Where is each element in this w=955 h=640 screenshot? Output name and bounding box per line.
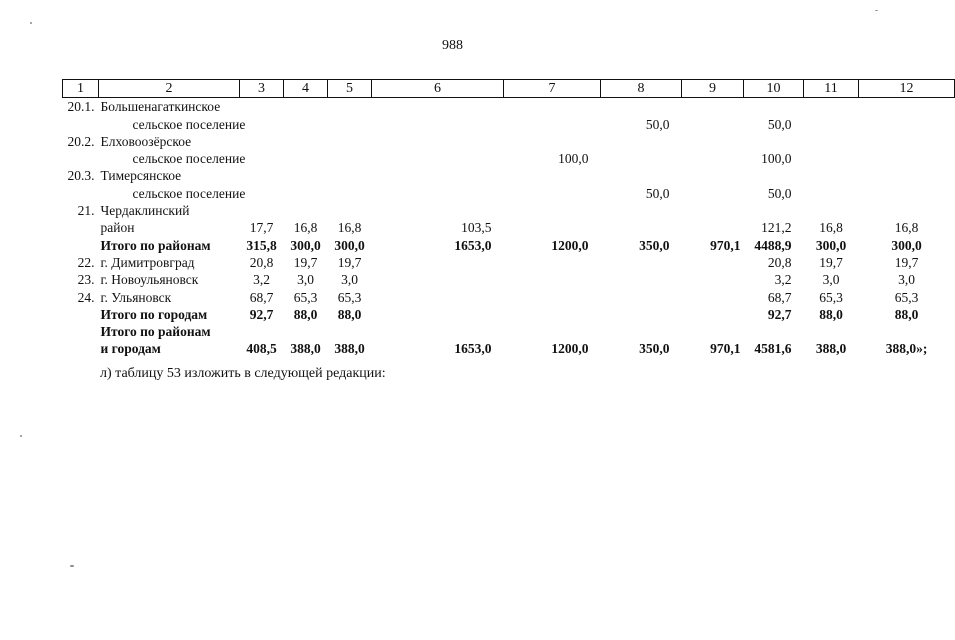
- cell-col-3: [240, 98, 284, 116]
- cell-col-6: 103,5: [461, 220, 492, 236]
- table-row: [63, 133, 955, 150]
- cell-col-8: [601, 219, 682, 236]
- cell-col-4: [284, 150, 328, 167]
- row-index: 22.: [77, 254, 95, 270]
- data-table: [62, 79, 928, 357]
- cell-col-7: [504, 271, 601, 288]
- row-index: [63, 219, 99, 236]
- cell-col-7: [504, 98, 601, 116]
- cell-col-9: [682, 306, 744, 323]
- cell-col-7: [504, 306, 601, 323]
- table-row: [63, 167, 955, 184]
- cell-col-6: 1653,0: [454, 237, 492, 253]
- cell-col-11: [804, 133, 859, 150]
- cell-col-5: [328, 133, 372, 150]
- cell-col-5: [328, 150, 372, 167]
- table-row: [63, 323, 955, 340]
- cell-col-10: [744, 202, 804, 219]
- cell-col-8: [601, 167, 682, 184]
- cell-col-12: [859, 133, 955, 150]
- header-cell-10: 10: [744, 80, 804, 98]
- scan-speck: [30, 22, 32, 24]
- row-index: [63, 323, 99, 340]
- row-index: [63, 115, 99, 132]
- row-name: Чердаклинский: [100, 203, 190, 219]
- cell-col-12: [859, 167, 955, 184]
- cell-col-3: [240, 115, 284, 132]
- cell-col-5: 19,7: [337, 254, 362, 270]
- cell-col-10: 121,2: [761, 220, 792, 236]
- cell-col-3: 68,7: [249, 289, 274, 305]
- cell-col-11: 388,0: [815, 341, 847, 357]
- table-row: [63, 288, 955, 305]
- cell-col-9: 970,1: [710, 341, 741, 357]
- row-index: [63, 236, 99, 253]
- cell-col-12: 65,3: [894, 289, 919, 305]
- table-row: [63, 184, 955, 201]
- cell-col-10: [744, 133, 804, 150]
- cell-col-4: 65,3: [293, 289, 318, 305]
- cell-col-5: 388,0: [334, 341, 365, 357]
- cell-col-9: [682, 288, 744, 305]
- cell-col-10: 4581,6: [754, 341, 792, 357]
- cell-col-8: [601, 288, 682, 305]
- header-cell-12: 12: [859, 80, 955, 98]
- cell-col-5: [328, 202, 372, 219]
- scan-speck: [875, 10, 878, 11]
- cell-col-4: [284, 98, 328, 116]
- scan-speck: [20, 435, 22, 437]
- cell-col-9: [682, 115, 744, 132]
- table-row: [63, 340, 955, 357]
- header-cell-4: 4: [284, 80, 328, 98]
- cell-col-8: 50,0: [645, 185, 670, 201]
- cell-col-6: [372, 98, 504, 116]
- header-cell-6: 6: [372, 80, 504, 98]
- cell-col-3: 315,8: [246, 237, 277, 253]
- cell-col-4: [284, 115, 328, 132]
- row-name: сельское поселение: [132, 116, 246, 132]
- row-index: 24.: [77, 289, 95, 305]
- row-index: 21.: [77, 203, 95, 219]
- cell-col-12: 88,0: [894, 306, 919, 322]
- row-index: [63, 306, 99, 323]
- cell-col-10: [744, 323, 804, 340]
- cell-col-5: [328, 323, 372, 340]
- scan-speck: [70, 565, 74, 567]
- cell-col-7: 1200,0: [551, 341, 589, 357]
- cell-col-12: [859, 323, 955, 340]
- table-body: [63, 98, 955, 358]
- cell-col-11: [804, 98, 859, 116]
- cell-col-10: 92,7: [767, 306, 792, 322]
- row-index: 20.2.: [67, 133, 95, 149]
- cell-col-4: [284, 167, 328, 184]
- table-row: [63, 98, 955, 116]
- cell-col-10: 100,0: [761, 151, 792, 167]
- cell-col-3: [240, 323, 284, 340]
- row-name: Большенагаткинское: [100, 99, 221, 115]
- cell-col-6: [372, 115, 504, 132]
- cell-col-12: 3,0: [898, 272, 915, 288]
- cell-col-11: [804, 323, 859, 340]
- cell-col-11: 3,0: [822, 272, 840, 288]
- cell-col-11: [804, 184, 859, 201]
- cell-col-12: 388,0»;: [885, 341, 928, 357]
- cell-col-9: [682, 323, 744, 340]
- cell-col-7: [504, 167, 601, 184]
- cell-col-4: [284, 202, 328, 219]
- cell-col-5: [328, 184, 372, 201]
- row-name: сельское поселение: [132, 151, 246, 167]
- cell-col-7: [504, 219, 601, 236]
- header-cell-9: 9: [682, 80, 744, 98]
- cell-col-3: [240, 202, 284, 219]
- cell-col-5: 65,3: [337, 289, 362, 305]
- row-name: район: [100, 220, 135, 236]
- cell-col-11: [804, 167, 859, 184]
- page-number: 988: [442, 38, 463, 53]
- cell-col-6: [372, 167, 504, 184]
- cell-col-8: [601, 323, 682, 340]
- cell-col-6: [372, 254, 504, 271]
- cell-col-7: [504, 323, 601, 340]
- cell-col-6: [372, 306, 504, 323]
- row-name: Тимерсянское: [100, 168, 182, 184]
- cell-col-11: [804, 115, 859, 132]
- cell-col-11: 19,7: [819, 254, 843, 270]
- row-name: Итого по районам: [100, 324, 211, 340]
- cell-col-9: [682, 184, 744, 201]
- cell-col-7: 1200,0: [551, 237, 589, 253]
- cell-col-9: [682, 202, 744, 219]
- cell-col-12: [859, 98, 955, 116]
- row-index: [63, 150, 99, 167]
- cell-col-5: 88,0: [337, 306, 362, 322]
- cell-col-9: [682, 167, 744, 184]
- cell-col-6: [372, 202, 504, 219]
- header-cell-5: 5: [328, 80, 372, 98]
- row-index: 20.1.: [67, 99, 95, 115]
- row-index: [63, 340, 99, 357]
- row-name: Итого по районам: [100, 237, 211, 253]
- table-row: [63, 254, 955, 271]
- cell-col-4: 3,0: [297, 272, 314, 288]
- cell-col-6: [372, 271, 504, 288]
- cell-col-7: [504, 202, 601, 219]
- table-row: [63, 271, 955, 288]
- cell-col-11: 65,3: [819, 289, 843, 305]
- cell-col-7: [504, 254, 601, 271]
- cell-col-8: 50,0: [645, 116, 670, 132]
- cell-col-11: 88,0: [819, 306, 843, 322]
- cell-col-8: [601, 150, 682, 167]
- cell-col-3: 408,5: [246, 341, 277, 357]
- row-name: и городам: [100, 341, 161, 357]
- cell-col-8: [601, 306, 682, 323]
- row-name: г. Димитровград: [100, 254, 195, 270]
- row-name: Итого по городам: [100, 306, 208, 322]
- cell-col-12: [859, 184, 955, 201]
- cell-col-9: [682, 133, 744, 150]
- cell-col-8: 350,0: [639, 237, 670, 253]
- table-row: [63, 306, 955, 323]
- cell-col-11: [804, 150, 859, 167]
- cell-col-5: 16,8: [337, 220, 362, 236]
- row-index: 20.3.: [67, 168, 95, 184]
- cell-col-10: [744, 167, 804, 184]
- cell-col-6: [372, 288, 504, 305]
- cell-col-5: 3,0: [341, 272, 358, 288]
- cell-col-12: 300,0: [891, 237, 922, 253]
- cell-col-10: 50,0: [767, 116, 792, 132]
- cell-col-8: [601, 254, 682, 271]
- table-row: [63, 219, 955, 236]
- cell-col-6: [372, 150, 504, 167]
- cell-col-3: [240, 133, 284, 150]
- cell-col-8: [601, 202, 682, 219]
- cell-col-10: [744, 98, 804, 116]
- cell-col-10: 20,8: [767, 254, 792, 270]
- cell-col-4: [284, 133, 328, 150]
- cell-col-12: 16,8: [894, 220, 919, 236]
- cell-col-9: [682, 150, 744, 167]
- cell-col-11: 16,8: [819, 220, 843, 236]
- footnote-text: л) таблицу 53 изложить в следующей редакции:: [100, 366, 386, 381]
- cell-col-8: [601, 98, 682, 116]
- header-cell-2: 2: [99, 80, 240, 98]
- cell-col-11: 300,0: [815, 237, 847, 253]
- header-cell-1: 1: [63, 80, 99, 98]
- cell-col-3: 20,8: [249, 254, 274, 270]
- cell-col-3: 92,7: [249, 306, 274, 322]
- cell-col-10: 3,2: [774, 272, 792, 288]
- table-row: [63, 150, 955, 167]
- cell-col-6: 1653,0: [454, 341, 492, 357]
- table-row: [63, 115, 955, 132]
- cell-col-10: 4488,9: [754, 237, 792, 253]
- cell-col-3: 17,7: [249, 220, 274, 236]
- cell-col-7: [504, 115, 601, 132]
- cell-col-4: 300,0: [290, 237, 321, 253]
- cell-col-9: [682, 219, 744, 236]
- cell-col-6: [372, 133, 504, 150]
- cell-col-10: 68,7: [767, 289, 792, 305]
- row-index: 23.: [77, 272, 95, 288]
- cell-col-7: [504, 184, 601, 201]
- cell-col-3: [240, 167, 284, 184]
- header-cell-11: 11: [804, 80, 859, 98]
- header-cell-8: 8: [601, 80, 682, 98]
- header-cell-7: 7: [504, 80, 601, 98]
- cell-col-5: [328, 115, 372, 132]
- row-name: Елховоозёрское: [100, 133, 192, 149]
- row-name: сельское поселение: [132, 185, 246, 201]
- cell-col-12: [859, 150, 955, 167]
- cell-col-3: 3,2: [253, 272, 270, 288]
- cell-col-4: 19,7: [293, 254, 318, 270]
- row-index: [63, 184, 99, 201]
- table-row: [63, 202, 955, 219]
- cell-col-4: 88,0: [293, 306, 318, 322]
- cell-col-9: [682, 254, 744, 271]
- row-name: г. Новоульяновск: [100, 272, 199, 288]
- cell-col-9: [682, 98, 744, 116]
- cell-col-11: [804, 202, 859, 219]
- cell-col-4: 16,8: [293, 220, 318, 236]
- cell-col-5: [328, 167, 372, 184]
- cell-col-8: [601, 133, 682, 150]
- cell-col-9: [682, 271, 744, 288]
- cell-col-10: 50,0: [767, 185, 792, 201]
- cell-col-3: [240, 150, 284, 167]
- cell-col-8: [601, 271, 682, 288]
- cell-col-5: 300,0: [334, 237, 365, 253]
- cell-col-4: [284, 184, 328, 201]
- cell-col-7: 100,0: [558, 151, 589, 167]
- cell-col-7: [504, 133, 601, 150]
- cell-col-12: [859, 115, 955, 132]
- table-row: [63, 236, 955, 253]
- table-header-row: [63, 80, 955, 98]
- cell-col-12: 19,7: [894, 254, 919, 270]
- cell-col-8: 350,0: [639, 341, 670, 357]
- cell-col-6: [372, 184, 504, 201]
- cell-col-12: [859, 202, 955, 219]
- cell-col-7: [504, 288, 601, 305]
- header-cell-3: 3: [240, 80, 284, 98]
- cell-col-9: 970,1: [710, 237, 741, 253]
- cell-col-4: [284, 323, 328, 340]
- cell-col-3: [240, 184, 284, 201]
- cell-col-4: 388,0: [290, 341, 321, 357]
- cell-col-5: [328, 98, 372, 116]
- row-name: г. Ульяновск: [100, 289, 172, 305]
- cell-col-6: [372, 323, 504, 340]
